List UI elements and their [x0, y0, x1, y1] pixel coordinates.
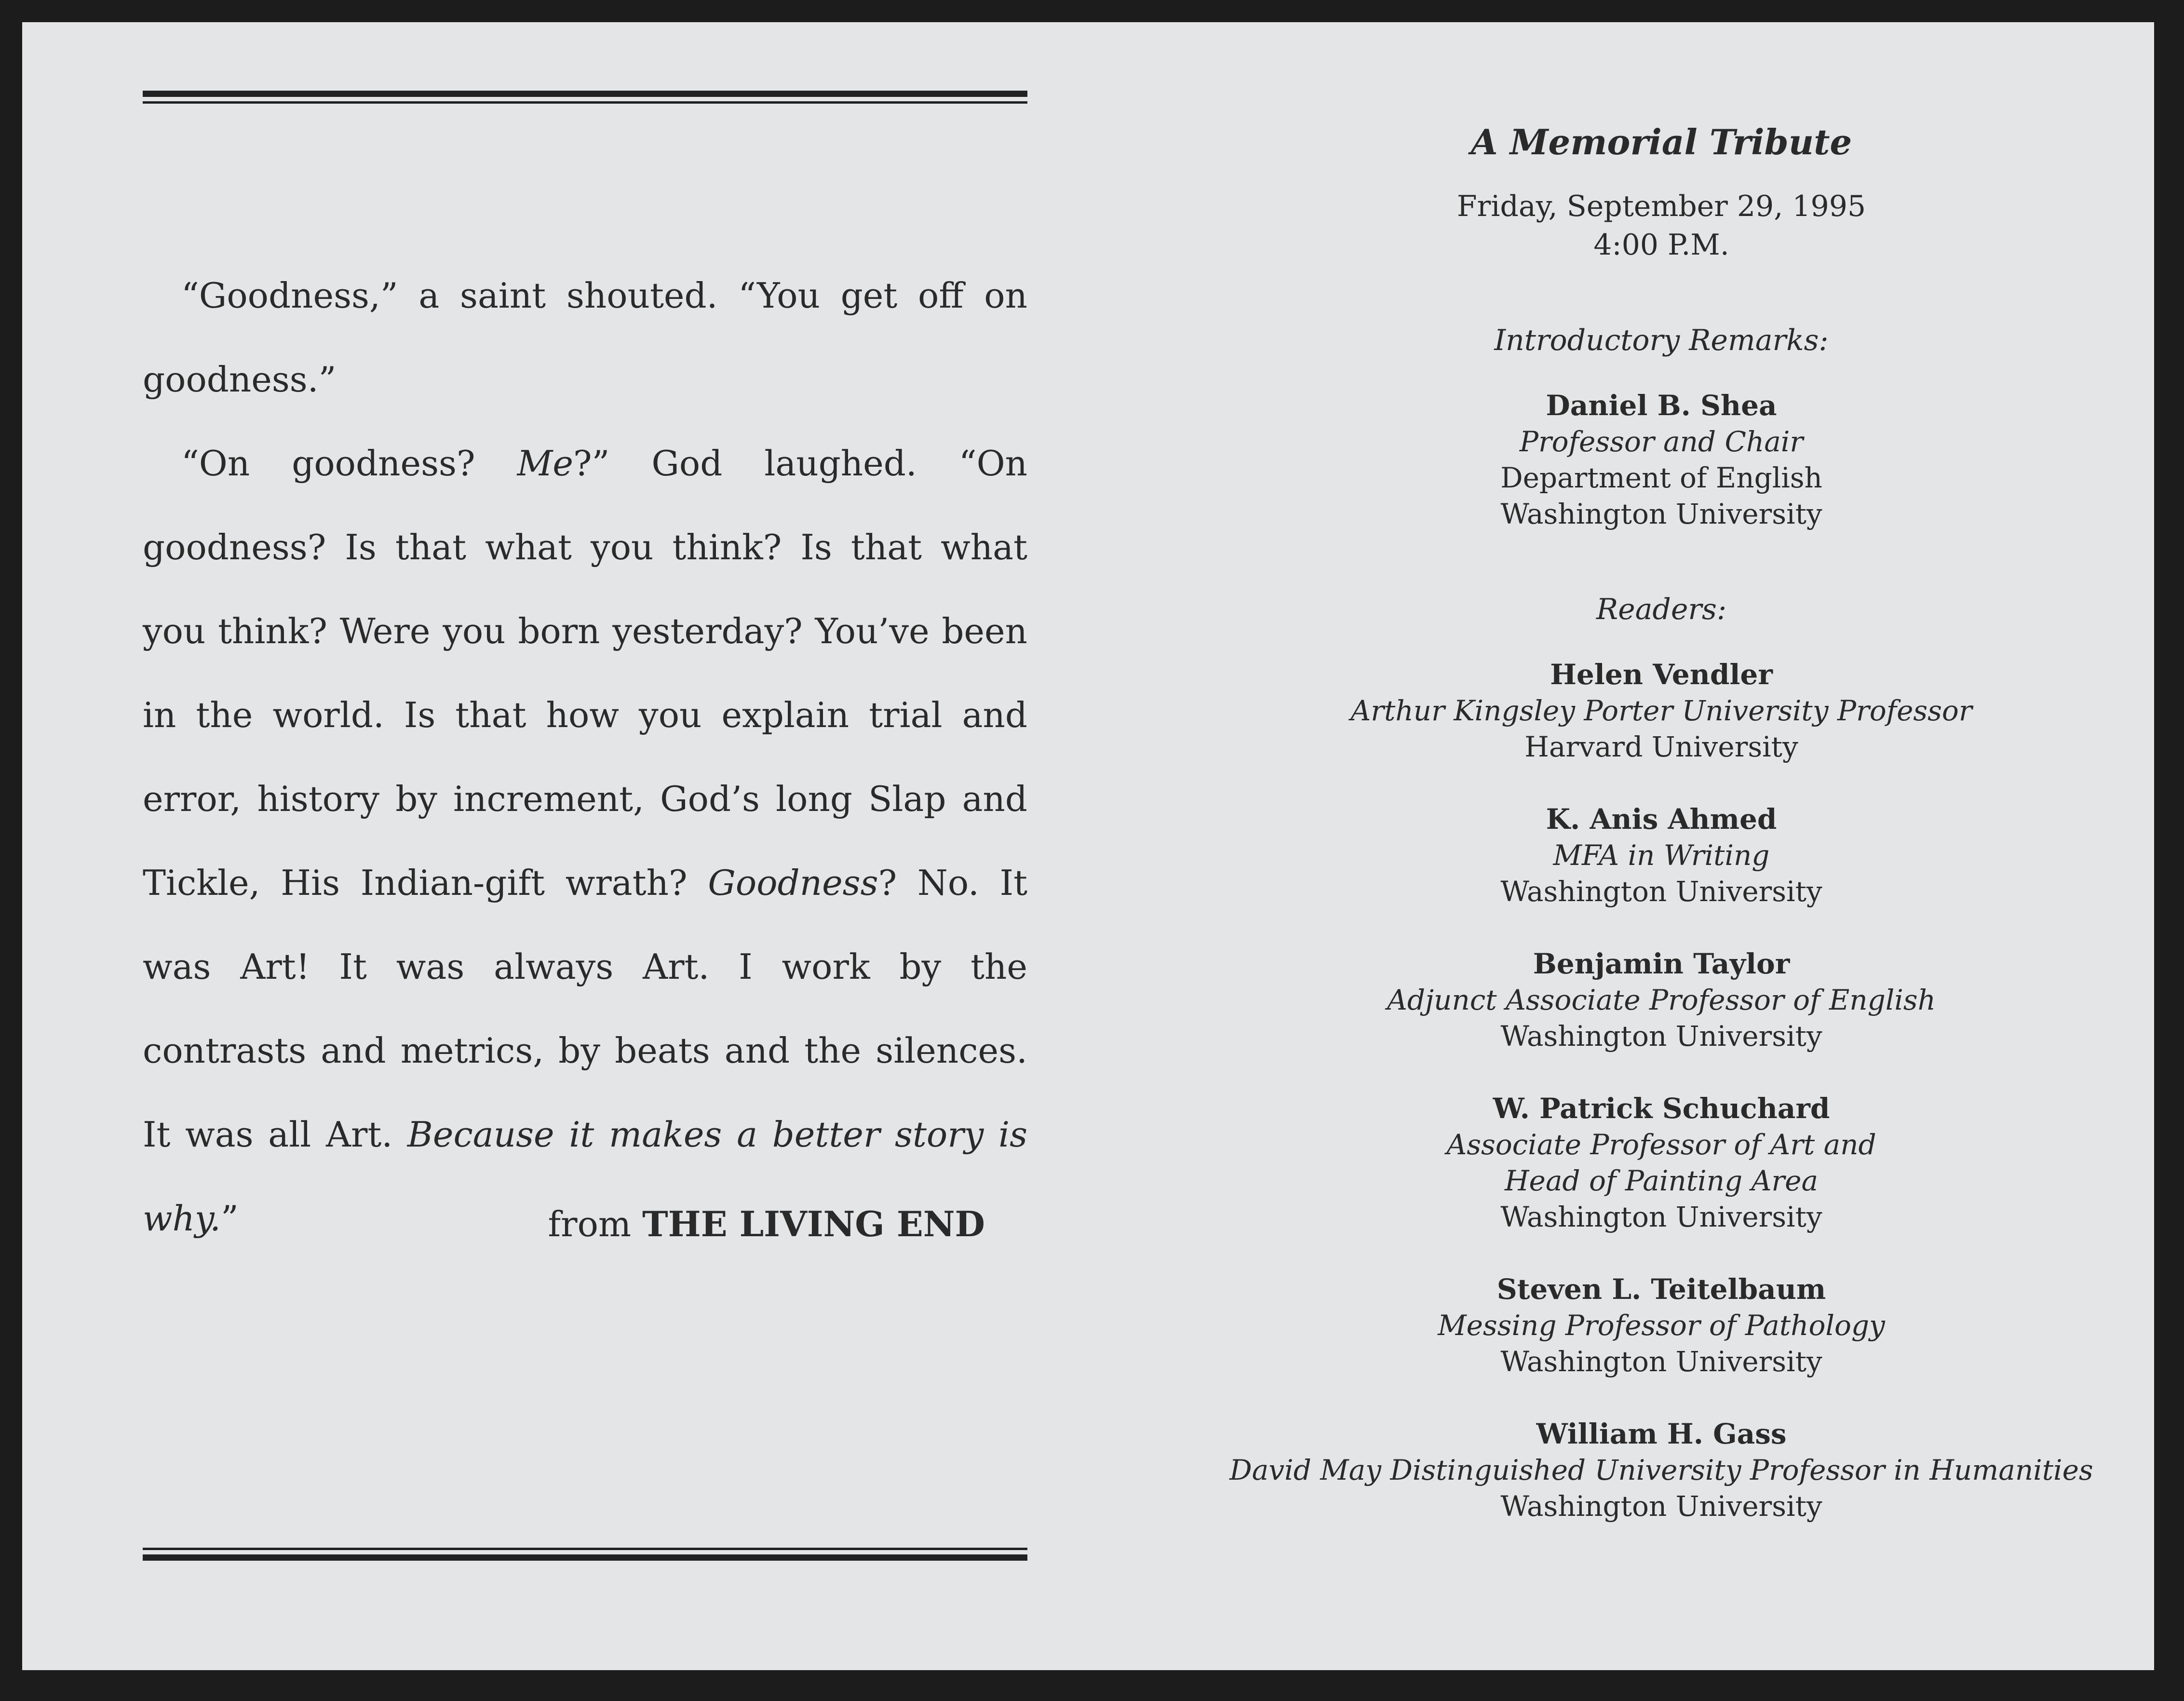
reader-entry	[1150, 1416, 2172, 1525]
reader-name: William H. Gass	[1536, 1418, 1787, 1450]
quote-text: ”	[221, 1198, 239, 1239]
reader-institution: Washington University	[1500, 875, 1822, 908]
reader-entry	[1150, 1091, 2172, 1235]
quote-text: ? No. It was Art! It was always Art. I work by the contrasts and metrics, by beats and the silences. It was all Art.	[143, 863, 1027, 1155]
reader-entry	[1150, 801, 2172, 910]
reader-role: MFA in Writing	[1553, 839, 1770, 872]
program-page	[1150, 116, 2172, 1525]
quote-emphasis: Because it makes a better story is why.	[143, 1114, 1028, 1239]
speaker-role: Professor and Chair	[1519, 425, 1804, 458]
reader-institution: Washington University	[1500, 1490, 1822, 1523]
reader-name: Steven L. Teitelbaum	[1496, 1273, 1826, 1306]
quote-paragraph-2	[143, 421, 1027, 1260]
reader-institution: Washington University	[1500, 1020, 1822, 1053]
quotation-block	[143, 254, 1027, 1260]
quote-text: “On goodness?	[181, 443, 517, 484]
reader-role: David May Distinguished University Professor in Humanities	[1229, 1454, 2093, 1486]
reader-name: K. Anis Ahmed	[1546, 803, 1777, 836]
reader-entry	[1150, 1271, 2172, 1380]
speaker-department: Department of English	[1500, 461, 1822, 494]
event-dateline	[1150, 187, 2172, 264]
rule-thick-line	[143, 1554, 1027, 1561]
bottom-double-rule	[143, 1548, 1027, 1561]
reader-name: Helen Vendler	[1550, 658, 1773, 691]
program-sheet	[22, 22, 2154, 1670]
reader-role: Associate Professor of Art and	[1446, 1128, 1876, 1161]
event-date: Friday, September 29, 1995	[1456, 189, 1866, 223]
speaker-name: Daniel B. Shea	[1546, 389, 1777, 422]
top-double-rule	[143, 91, 1027, 104]
readers-label: Readers:	[1596, 593, 1727, 626]
reader-institution: Washington University	[1500, 1345, 1822, 1378]
reader-role: Arthur Kingsley Porter University Professor	[1350, 694, 1972, 727]
reader-entry	[1150, 946, 2172, 1054]
quote-paragraph-1: “Goodness,” a saint shouted. “You get off on goodness.”	[143, 275, 1027, 400]
quote-emphasis: Goodness	[708, 863, 878, 903]
program-title: A Memorial Tribute	[1470, 122, 1852, 162]
reader-institution: Washington University	[1500, 1201, 1822, 1233]
rule-thick-line	[143, 91, 1027, 97]
rule-thin-line	[143, 101, 1027, 104]
reader-role-line-2: Head of Painting Area	[1504, 1164, 1819, 1197]
reader-entry	[1150, 657, 2172, 765]
reader-institution: Harvard University	[1524, 730, 1798, 763]
intro-remarks-label: Introductory Remarks:	[1494, 324, 1829, 357]
reader-role: Messing Professor of Pathology	[1438, 1309, 1885, 1342]
event-time: 4:00 P.M.	[1593, 228, 1729, 262]
quote-emphasis: Me	[517, 443, 573, 484]
attribution-prefix: from	[548, 1204, 643, 1244]
book-title: THE LIVING END	[642, 1203, 985, 1244]
intro-speaker	[1150, 388, 2172, 532]
speaker-institution: Washington University	[1500, 498, 1822, 530]
quote-text: ?” God laughed. “On goodness? Is that what you think? Is that what you think? Were you born yesterday? You’ve been in the world. Is that how you explain trial and error, history by increment, God’s long Slap and Tickle, His Indian-gift wrath?	[143, 443, 1027, 903]
reader-name: W. Patrick Schuchard	[1493, 1092, 1830, 1125]
quote-attribution	[548, 1203, 985, 1244]
reader-name: Benjamin Taylor	[1533, 947, 1790, 980]
reader-role: Adjunct Associate Professor of English	[1387, 984, 1936, 1016]
